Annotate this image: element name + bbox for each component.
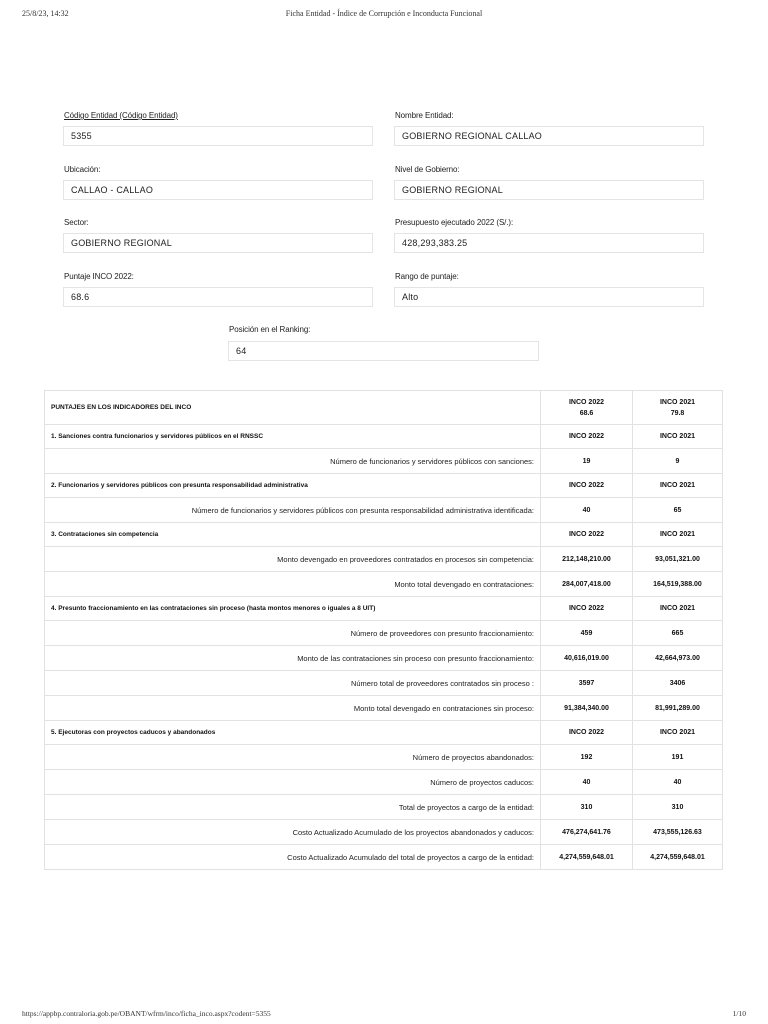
table-row xyxy=(45,572,723,597)
table-row xyxy=(45,646,723,671)
nombre-entidad-label: Nombre Entidad: xyxy=(395,111,454,120)
presupuesto-field[interactable]: 428,293,383.25 xyxy=(394,233,704,253)
inco-2021-score: 79.8 xyxy=(670,409,685,417)
section-year-2022: INCO 2022 xyxy=(541,425,633,449)
table-row xyxy=(45,671,723,696)
section-year-2021: INCO 2021 xyxy=(633,721,723,745)
table-row xyxy=(45,770,723,795)
section-2-title: 2. Funcionarios y servidores públicos con presunta responsabilidad administrativa xyxy=(45,474,541,498)
row-label: Número de proyectos caducos: xyxy=(45,770,541,795)
row-label: Costo Actualizado Acumulado del total de proyectos a cargo de la entidad: xyxy=(45,845,541,870)
presupuesto-label: Presupuesto ejecutado 2022 (S/.): xyxy=(395,218,514,227)
table-row xyxy=(45,845,723,870)
value-2021: 42,664,973.00 xyxy=(633,646,723,671)
inco-indicators-table xyxy=(44,390,723,870)
section-year-2021: INCO 2021 xyxy=(633,523,723,547)
sector-field[interactable]: GOBIERNO REGIONAL xyxy=(63,233,373,253)
codigo-entidad-label: Código Entidad (Código Entidad) xyxy=(64,111,178,120)
value-2021: 310 xyxy=(633,795,723,820)
inco-2022-year: INCO 2022 xyxy=(568,398,605,406)
table-header-row xyxy=(45,391,723,425)
section-year-2022: INCO 2022 xyxy=(541,523,633,547)
codigo-entidad-field[interactable]: 5355 xyxy=(63,126,373,146)
nivel-gobierno-label: Nivel de Gobierno: xyxy=(395,165,460,174)
section-title-row xyxy=(45,597,723,621)
nombre-entidad-field[interactable]: GOBIERNO REGIONAL CALLAO xyxy=(394,126,704,146)
inco-2022-score: 68.6 xyxy=(579,409,594,417)
puntaje-inco-field[interactable]: 68.6 xyxy=(63,287,373,307)
row-label: Número de funcionarios y servidores públicos con presunta responsabilidad administrativa identificada: xyxy=(45,498,541,523)
print-page-number: 1/10 xyxy=(732,1009,746,1018)
value-2022: 19 xyxy=(541,449,633,474)
value-2021: 93,051,321.00 xyxy=(633,547,723,572)
value-2022: 310 xyxy=(541,795,633,820)
row-label: Número de funcionarios y servidores públicos con sanciones: xyxy=(45,449,541,474)
section-title-row xyxy=(45,523,723,547)
section-title-row xyxy=(45,474,723,498)
section-year-2021: INCO 2021 xyxy=(633,474,723,498)
table-row xyxy=(45,621,723,646)
rango-puntaje-field[interactable]: Alto xyxy=(394,287,704,307)
puntaje-inco-label: Puntaje INCO 2022: xyxy=(64,272,134,281)
section-year-2021: INCO 2021 xyxy=(633,597,723,621)
posicion-ranking-field[interactable]: 64 xyxy=(228,341,539,361)
table-row xyxy=(45,498,723,523)
value-2021: 4,274,559,648.01 xyxy=(633,845,723,870)
table-row xyxy=(45,547,723,572)
inco-2021-header xyxy=(633,391,723,425)
section-year-2022: INCO 2022 xyxy=(541,597,633,621)
value-2021: 65 xyxy=(633,498,723,523)
table-row xyxy=(45,795,723,820)
section-year-2021: INCO 2021 xyxy=(633,425,723,449)
sector-label: Sector: xyxy=(64,218,89,227)
value-2022: 91,384,340.00 xyxy=(541,696,633,721)
ubicacion-field[interactable]: CALLAO - CALLAO xyxy=(63,180,373,200)
inco-2021-year: INCO 2021 xyxy=(659,398,696,406)
print-datetime: 25/8/23, 14:32 xyxy=(22,9,69,18)
value-2022: 4,274,559,648.01 xyxy=(541,845,633,870)
value-2022: 212,148,210.00 xyxy=(541,547,633,572)
row-label: Monto devengado en proveedores contratados en procesos sin competencia: xyxy=(45,547,541,572)
row-label: Número de proyectos abandonados: xyxy=(45,745,541,770)
row-label: Total de proyectos a cargo de la entidad: xyxy=(45,795,541,820)
value-2022: 476,274,641.76 xyxy=(541,820,633,845)
section-5-title: 5. Ejecutoras con proyectos caducos y abandonados xyxy=(45,721,541,745)
value-2022: 284,007,418.00 xyxy=(541,572,633,597)
value-2022: 40 xyxy=(541,498,633,523)
section-year-2022: INCO 2022 xyxy=(541,474,633,498)
table-title: PUNTAJES EN LOS INDICADORES DEL INCO xyxy=(45,391,541,425)
row-label: Costo Actualizado Acumulado de los proyectos abandonados y caducos: xyxy=(45,820,541,845)
value-2021: 9 xyxy=(633,449,723,474)
inco-2022-header xyxy=(541,391,633,425)
table-row xyxy=(45,696,723,721)
rango-puntaje-label: Rango de puntaje: xyxy=(395,272,459,281)
value-2022: 40,616,019.00 xyxy=(541,646,633,671)
table-row xyxy=(45,820,723,845)
table-row xyxy=(45,745,723,770)
section-title-row xyxy=(45,425,723,449)
row-label: Monto total devengado en contrataciones: xyxy=(45,572,541,597)
print-title: Ficha Entidad - Índice de Corrupción e Inconducta Funcional xyxy=(285,9,483,18)
section-title-row xyxy=(45,721,723,745)
value-2021: 164,519,388.00 xyxy=(633,572,723,597)
table-row xyxy=(45,449,723,474)
value-2022: 192 xyxy=(541,745,633,770)
row-label: Número de proveedores con presunto fraccionamiento: xyxy=(45,621,541,646)
print-url: https://appbp.contraloria.gob.pe/OBANT/wfrm/inco/ficha_inco.aspx?codent=5355 xyxy=(22,1009,271,1018)
section-1-title: 1. Sanciones contra funcionarios y servidores públicos en el RNSSC xyxy=(45,425,541,449)
row-label: Monto de las contrataciones sin proceso con presunto fraccionamiento: xyxy=(45,646,541,671)
value-2021: 40 xyxy=(633,770,723,795)
value-2021: 191 xyxy=(633,745,723,770)
ubicacion-label: Ubicación: xyxy=(64,165,101,174)
row-label: Monto total devengado en contrataciones sin proceso: xyxy=(45,696,541,721)
section-3-title: 3. Contrataciones sin competencia xyxy=(45,523,541,547)
value-2021: 665 xyxy=(633,621,723,646)
value-2022: 459 xyxy=(541,621,633,646)
section-year-2022: INCO 2022 xyxy=(541,721,633,745)
row-label: Número total de proveedores contratados sin proceso : xyxy=(45,671,541,696)
value-2022: 3597 xyxy=(541,671,633,696)
value-2021: 473,555,126.63 xyxy=(633,820,723,845)
nivel-gobierno-field[interactable]: GOBIERNO REGIONAL xyxy=(394,180,704,200)
value-2021: 81,991,289.00 xyxy=(633,696,723,721)
value-2021: 3406 xyxy=(633,671,723,696)
section-4-title: 4. Presunto fraccionamiento en las contrataciones sin proceso (hasta montos menores o iguales a 8 UIT) xyxy=(45,597,541,621)
value-2022: 40 xyxy=(541,770,633,795)
posicion-ranking-label: Posición en el Ranking: xyxy=(229,325,311,334)
